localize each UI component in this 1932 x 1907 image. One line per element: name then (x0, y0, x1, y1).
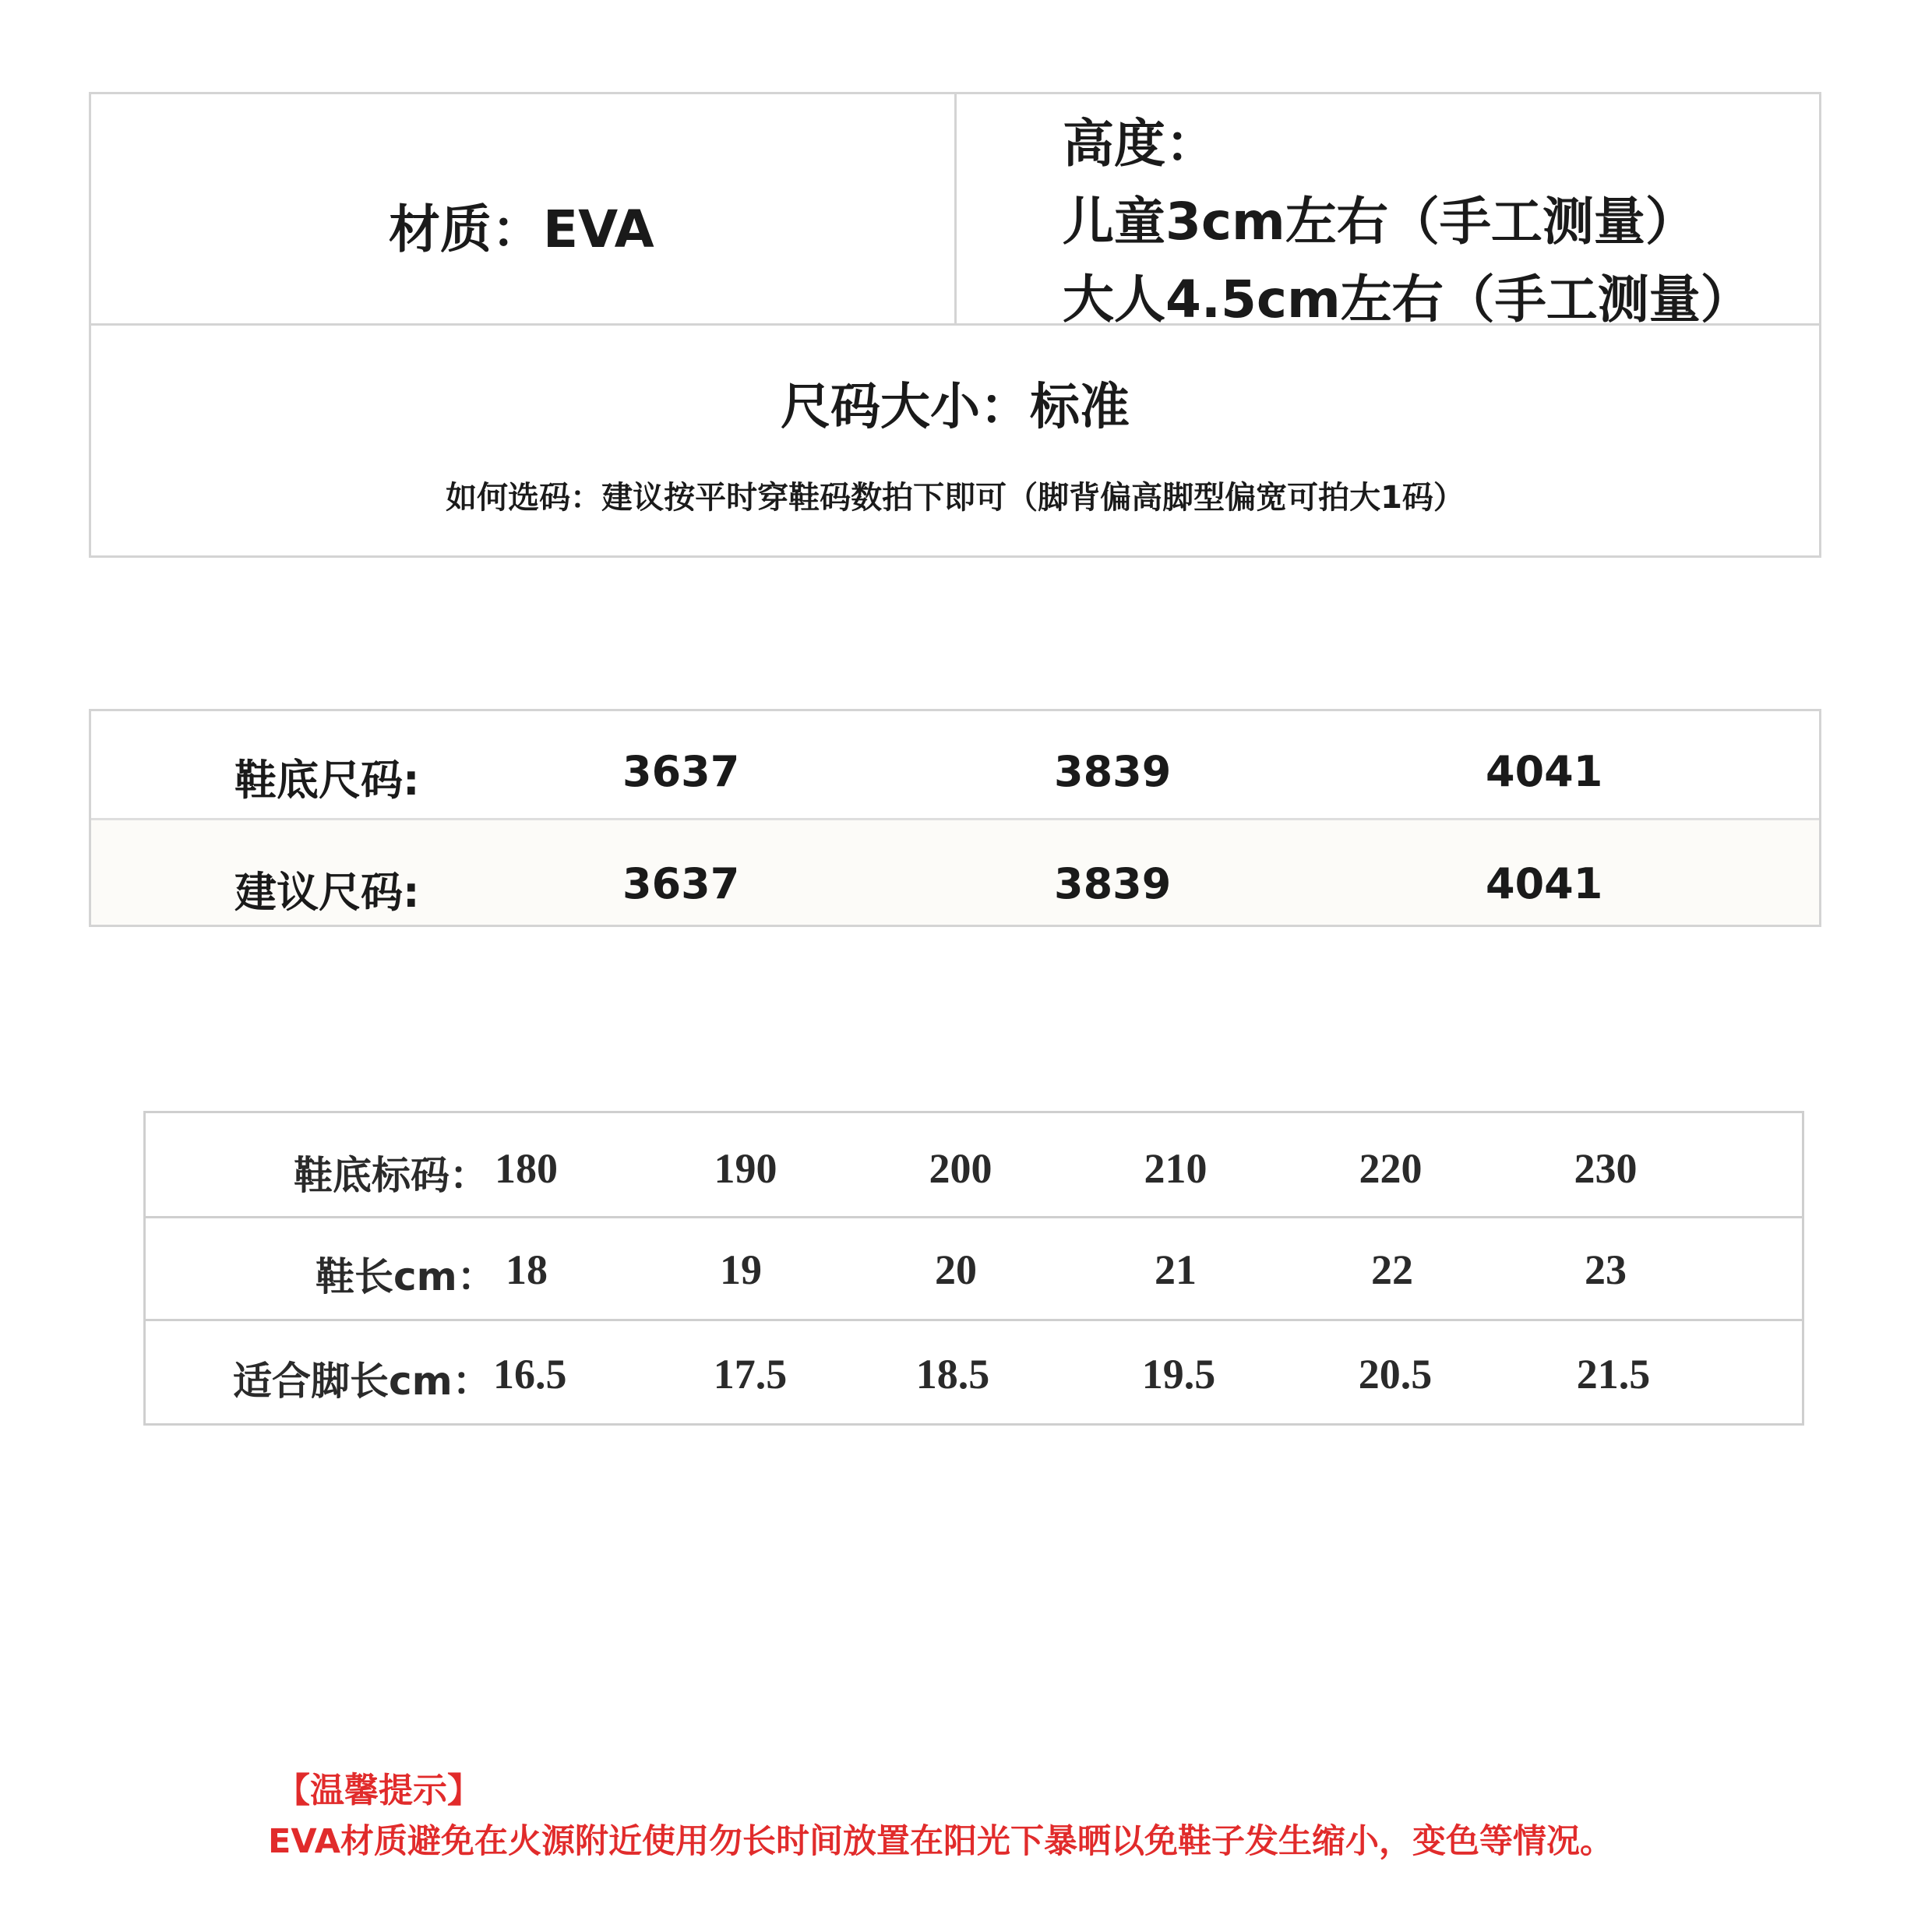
table-cell: 22 (1371, 1246, 1413, 1293)
table-cell: 210 (1144, 1145, 1208, 1192)
table-cell: 4041 (1486, 747, 1603, 796)
table-cell: 21.5 (1576, 1351, 1651, 1398)
row-divider (91, 818, 1819, 820)
table-cell: 3637 (622, 859, 740, 908)
table-cell: 3637 (622, 747, 740, 796)
row-label-shoe-length: 鞋长cm： (316, 1254, 496, 1299)
table-cell: 16.5 (493, 1351, 567, 1398)
table-cell: 190 (714, 1145, 777, 1192)
spec-table (89, 92, 1821, 558)
table-cell: 4041 (1486, 859, 1603, 908)
table-cell: 3839 (1054, 859, 1172, 908)
table-cell: 18.5 (915, 1351, 990, 1398)
table-cell: 200 (929, 1145, 992, 1192)
table-cell: 19 (720, 1246, 762, 1293)
row-divider (146, 1319, 1802, 1321)
row-label-sole-size: 鞋底尺码: (234, 756, 420, 805)
table-cell: 180 (495, 1145, 558, 1192)
table-cell: 21 (1155, 1246, 1197, 1293)
table-cell: 230 (1574, 1145, 1638, 1192)
kids-size-table (143, 1111, 1804, 1426)
size-title: 尺码大小：标准 (781, 379, 1130, 436)
table-cell: 23 (1585, 1246, 1627, 1293)
row-label-sole-mark: 鞋底标码： (294, 1153, 488, 1198)
height-adult-text: 大人4.5cm左右（手工测量） (1063, 270, 1752, 330)
size-tip: 如何选码：建议按平时穿鞋码数拍下即可（脚背偏高脚型偏宽可拍大1码） (446, 480, 1465, 516)
notice-body: EVA材质避免在火源附近使用勿长时间放置在阳光下暴晒以免鞋子发生缩小，变色等情况。 (268, 1822, 1614, 1861)
material-text: 材质：EVA (389, 199, 654, 259)
table-cell: 220 (1359, 1145, 1423, 1192)
table-cell: 19.5 (1141, 1351, 1216, 1398)
notice-title: 【温馨提示】 (276, 1771, 481, 1810)
table-cell: 17.5 (713, 1351, 788, 1398)
height-child-text: 儿童3cm左右（手工测量） (1063, 192, 1697, 252)
adult-size-table (89, 709, 1821, 927)
table-cell: 18 (506, 1246, 548, 1293)
column-divider (954, 94, 957, 325)
row-label-foot-length: 适合脚长cm： (233, 1359, 492, 1404)
table-cell: 20 (935, 1246, 977, 1293)
table-cell: 3839 (1054, 747, 1172, 796)
row-label-suggested-size: 建议尺码: (234, 868, 420, 917)
height-label: 高度： (1063, 114, 1217, 174)
table-cell: 20.5 (1358, 1351, 1433, 1398)
row-divider (146, 1216, 1802, 1218)
